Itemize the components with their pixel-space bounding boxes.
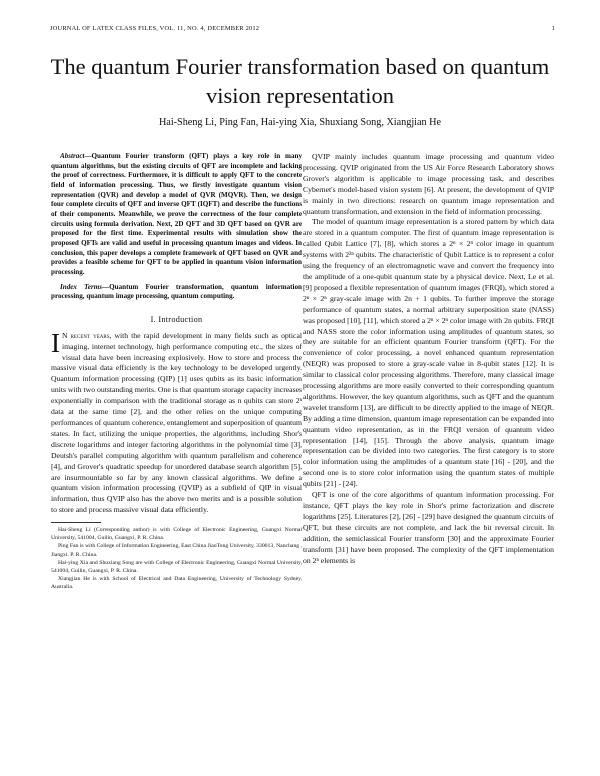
page-number: 1 (551, 25, 555, 32)
author-footnotes (51, 526, 302, 591)
section-heading-introduction: I. Introduction (150, 314, 203, 324)
journal-name: JOURNAL OF LATEX CLASS FILES, VOL. 11, NO. 4, DECEMBER 2012 (50, 25, 260, 32)
abstract (51, 152, 302, 278)
footnote: Hai-Sheng Li (Corresponding author) is with College of Electronic Engineering, Guangxi Normal University, 541004, Guilin, Guangxi, P. R. China. (51, 527, 302, 542)
intro-first-words: N recent years, (62, 330, 112, 340)
drop-cap: I (51, 327, 60, 358)
body-paragraph: The model of quantum image representation is a stored pattern by which data are stored in a quantum computer. The first of quantum image representation is called Qubit Lattice [7], [8], which stores a 2ⁿ × 2ⁿ color image in quantum systems with 2²ⁿ qubits. The characteristic of Qubit Lattice is to represent a color using the frequency of an electromagnetic wave and convert the frequency into the amplitude of a one-qubit quantum state by a physical device. Next, Le et al. [9] proposed a flexible representation of quantum images (FRQI), which stored a 2ⁿ × 2ⁿ gray-scale image with 2n + 1 qubits. To further improve the storage performance of quantum states, a normal arbitrary superposition state (NASS) was proposed [10], [11], which stored a 2ⁿ × 2ⁿ color image with 2n qubits. FRQI and NASS store the color information using amplitudes of quantum states, so they are suitable for an efficient quantum Fourier transform (QFT). For the convenience of color processing, a novel enhanced quantum representation (NEQR) was proposed to store a gray-scale value in 8-qubit states [12]. It is similar to classical color processing algorithms. Therefore, many classical image processing algorithms are more easily converted to their corresponding quantum algorithms. However, the key quantum algorithms, such as QFT and the quantum wavelet transform [13], are difficult to be directly applied to the image of NEQR. By adding a time dimension, quantum image representation can be expanded into quantum video representation, as in the FRQI version of quantum video representation [14], [15]. Through the above analysis, quantum image representation can be divided into two categories. The first category is to store color information using the amplitudes of a quantum state [16] - [20], and the second one is to store color information using the quantum states of multiple qubits [21] - [24]. (303, 217, 554, 489)
running-header (50, 25, 555, 35)
right-column (303, 152, 554, 566)
paper-title: The quantum Fourier transformation based on quantum vision representation (50, 54, 550, 108)
left-column (51, 152, 302, 591)
index-terms-label: Index Terms (60, 282, 103, 291)
body-paragraph: QFT is one of the core algorithms of quantum information processing. For instance, QFT plays the key role in Shor's prime factorization and discrete logarithms [25]. Literatures [2], [26] - [29] have designed the quantum circuits of QFT, but these circuits are not complete, and lack the bit reversal circuit. In addition, the semiclassical Fourier transform [30] and the approximate Fourier transform [31] have been proposed. The complexity of the QFT implementation on 2ⁿ elements is (303, 490, 554, 565)
intro-text: with the rapid development in many fields such as optical imaging, internet technology, high performance computing etc., the sizes of visual data have been increasing explosively. How to store and process the massive visual data efficiently is the key technology to be developed urgently. Quantum information processing (QIP) [1] uses qubits as its basic information units with two outstanding merits. One is that quantum storage capacity increases exponentially in comparison with the traditional storage as n qubits can store 2ⁿ data at the same time [2], and the other relies on the unique computing performances of quantum coherence, entanglement and superposition of quantum states. In fact, utilizing the unique properties, the algorithms, including Shor's discrete logarithms and integer factoring algorithms in the polynomial time [3], Deutsh's parallel computing algorithm with quantum parallelism and coherence [4], and Grover's quadratic speedup for unordered database search algorithm [5], are insurmountable so far by any known classical algorithms. We define a quantum vision information processing (QVIP) as a subfield of QIP in visual information, thus QVIP also has the above two merits and is a possible solution to store and process massive visual data efficiently. (51, 330, 302, 515)
body-paragraph: QVIP mainly includes quantum image processing and quantum video processing. QVIP originated from the US Air Force Research Laboratory shows Grover's algorithm is applicable to image processing task, and describes Cybernet's model-based vision system [6]. At present, the development of QVIP is mainly in two directions: research on quantum image representation and quantum transformation, and extension in the field of information processing. (303, 152, 554, 216)
footnote: Ping Fan is with College of Information Engineering, East China JiaoTong University, 330013, Nanchang , Jiangxi. P. R. China. (51, 543, 302, 558)
author-list: Hai-Sheng Li, Ping Fan, Hai-ying Xia, Shuxiang Song, Xiangjian He (158, 117, 442, 128)
footnote-divider (51, 522, 101, 523)
index-terms (51, 283, 302, 302)
footnote: Xiangjian He is with School of Electrical and Data Engineering, University of Technology Sydney, Australia. (51, 576, 302, 591)
introduction-paragraph (51, 327, 302, 516)
index-terms-text: —Quantum Fourier transformation, quantum information processing, quantum image processing, quantum computing. (51, 282, 302, 301)
footnote: Hai-ying Xia and Shuxiang Song are with College of Electronic Engineering, Guangxi Normal University, 541004, Guilin, Guangxi, P. R. China. (51, 559, 302, 574)
abstract-label: Abstract (60, 152, 85, 160)
abstract-text: —Quantum Fourier transform (QFT) plays a key role in many quantum algorithms, but the existing circuits of QFT are incomplete and lacking the proof of correctness. Furthermore, it is difficult to apply QFT to the concrete field of information processing. Thus, we firstly investigate quantum vision representation (QVR) and develop a model of QVR (MQVR). Then, we design four complete circuits of QFT and inverse QFT (IQFT) and describe the functions of their components. Meanwhile, we prove the correctness of the four complete circuits using formula derivation. Next, 2D QFT and 3D QFT based on QVR are proposed for the first time. Experimental results with simulation show the proposed QFTs are valid and useful in processing quantum images and videos. In conclusion, this paper develops a complete framework of QFT based on QVR and provides a feasible scheme for QFT to be applied in quantum vision information processing. (51, 152, 302, 276)
